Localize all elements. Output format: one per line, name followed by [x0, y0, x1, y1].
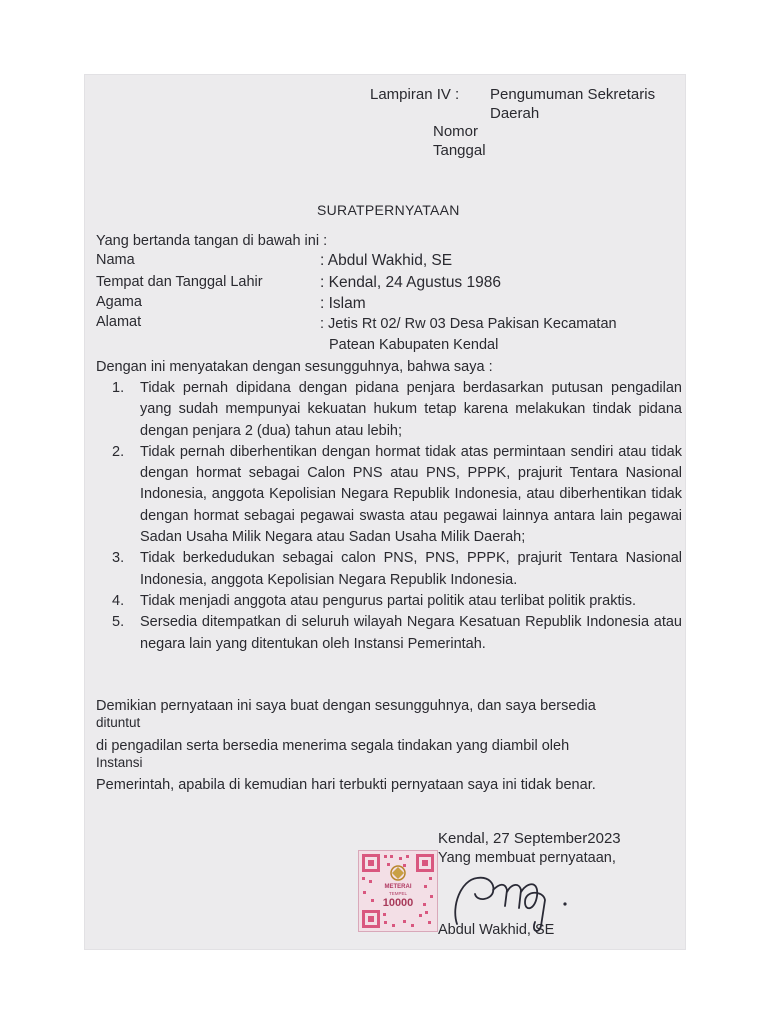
closing-line-2: di pengadilan serta bersedia menerima segala tindakan yang diambil oleh: [96, 738, 570, 754]
lampiran-value-line2: Daerah: [490, 105, 540, 122]
statement-list: [112, 378, 682, 655]
closing-line-3: Pemerintah, apabila di kemudian hari terbukti pernyataan saya ini tidak benar.: [96, 777, 596, 793]
intro-text: Yang bertanda tangan di bawah ini :: [96, 233, 328, 249]
stamp-label: METERAI: [384, 884, 412, 890]
field-label-alamat: Alamat: [96, 314, 142, 330]
meterai-stamp: [358, 850, 438, 932]
list-item: [112, 442, 682, 548]
list-item: [112, 378, 682, 442]
list-item-text: Tidak pernah diberhentikan dengan hormat tidak atas permintaan sendiri atau tidak dengan hormat sebagai Calon PNS atau PNS, PPPK, prajurit Tentara Nasional Indonesia, anggota Kepolisian Negara Republik Indonesia, atau diberhentikan tidak dengan hormat sebagai pegawai swasta atau pegawai lainnya antara lain pegawai Sadan Usaha Milik Negara atau Sadan Usaha Milik Daerah;: [140, 443, 682, 546]
statement-intro: Dengan ini menyatakan dengan sesungguhnya, bahwa saya :: [96, 359, 493, 375]
lampiran-label: Lampiran IV :: [370, 86, 460, 103]
list-item-number: 2.: [112, 443, 125, 460]
lampiran-value: Pengumuman Sekretaris: [490, 86, 656, 103]
list-item-number: 4.: [112, 592, 125, 609]
list-item-number: 3.: [112, 550, 125, 567]
list-item-text: Tidak pernah dipidana dengan pidana penjara berdasarkan putusan pengadilan yang sudah mempunyai kekuatan hukum tetap karena melakukan tindak pidana dengan penjara 2 (dua) tahun atau lebih;: [140, 380, 682, 439]
field-value-nama: : Abdul Wakhid, SE: [320, 252, 453, 269]
tanggal-label: Tanggal: [433, 142, 486, 159]
list-item-text: Tidak menjadi anggota atau pengurus partai politik atau terlibat politik praktis.: [140, 592, 636, 609]
closing-line-1: Demikian pernyataan ini saya buat dengan sesungguhnya, dan saya bersedia: [96, 698, 596, 714]
stamp-sublabel: TEMPEL: [388, 891, 407, 896]
field-label-ttl: Tempat dan Tanggal Lahir: [96, 274, 263, 290]
closing-line-1b: dituntut: [96, 715, 141, 730]
closing-line-2b: Instansi: [96, 755, 143, 770]
list-item: [112, 591, 682, 612]
list-item-text: Sersedia ditempatkan di seluruh wilayah Negara Kesatuan Republik Indonesia atau negara lain yang ditentukan oleh Instansi Pemerintah.: [140, 614, 682, 652]
nomor-label: Nomor: [433, 123, 479, 140]
field-value-agama: : Islam: [320, 295, 366, 312]
list-item-number: 5.: [112, 614, 125, 631]
sign-place-date: Kendal, 27 September2023: [438, 830, 621, 847]
field-value-ttl: : Kendal, 24 Agustus 1986: [320, 274, 501, 291]
field-label-nama: Nama: [96, 252, 135, 268]
stamp-value: 10000: [382, 897, 414, 909]
list-item-text: Tidak berkedudukan sebagai calon PNS, PNS, PPPK, prajurit Tentara Nasional Indonesia, anggota Kepolisian Negara Republik Indonesia.: [140, 550, 682, 588]
sign-name: Abdul Wakhid, SE: [438, 922, 555, 938]
field-value-alamat-line2: Patean Kabupaten Kendal: [329, 337, 499, 353]
list-item: [112, 612, 682, 655]
field-value-alamat: : Jetis Rt 02/ Rw 03 Desa Pakisan Kecamatan: [320, 316, 617, 332]
list-item-number: 1.: [112, 380, 125, 396]
document-title: SURATPERNYATAAN: [317, 202, 460, 218]
list-item: [112, 548, 682, 591]
field-label-agama: Agama: [96, 294, 142, 310]
sign-maker-label: Yang membuat pernyataan,: [438, 850, 616, 866]
